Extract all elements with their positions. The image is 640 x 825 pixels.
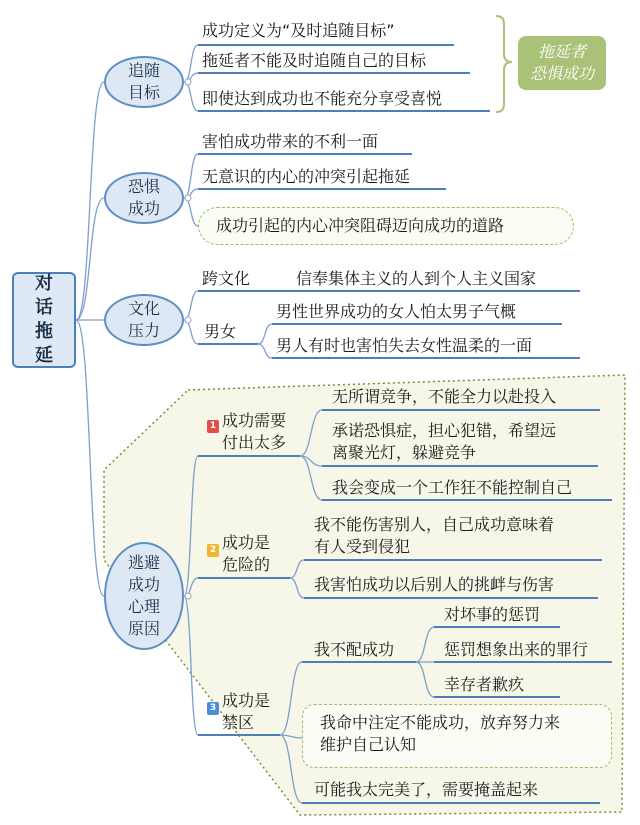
branch-fear-success-label: 恐惧 成功 bbox=[127, 177, 160, 218]
reason-3-label: 成功是 禁区 bbox=[222, 691, 271, 732]
unworthy-label: 我不配成功 bbox=[314, 640, 395, 659]
gender-item: 男人有时也害怕失去女性温柔的一面 bbox=[276, 336, 533, 355]
root-label: 对话拖延 bbox=[35, 273, 53, 366]
summary-note bbox=[518, 36, 606, 90]
cross-culture-label: 跨文化 bbox=[202, 269, 251, 288]
fear-item: 成功引起的内心冲突阻碍迈向成功的道路 bbox=[216, 216, 505, 235]
unworthy-item: 对坏事的惩罚 bbox=[444, 605, 541, 624]
branch-culture-pressure[interactable] bbox=[104, 294, 184, 346]
cross-culture-item: 信奉集体主义的人到个人主义国家 bbox=[296, 269, 537, 288]
gender-item: 男性世界成功的女人怕太男子气概 bbox=[276, 302, 517, 321]
reason-1-item: 我会变成一个工作狂不能控制自己 bbox=[332, 478, 573, 497]
reason-2-label: 成功是 危险的 bbox=[222, 533, 271, 574]
branch-follow-goal[interactable] bbox=[104, 56, 184, 108]
branch-escape-reasons[interactable] bbox=[104, 542, 184, 650]
badge-3-icon: 3 bbox=[207, 702, 219, 715]
reason-2-item: 我不能伤害别人，自己成功意味着 有人受到侵犯 bbox=[314, 515, 555, 556]
branch-culture-pressure-label: 文化 压力 bbox=[127, 299, 160, 340]
root-node[interactable] bbox=[12, 272, 76, 368]
reason-1-item: 无所谓竞争，不能全力以赴投入 bbox=[332, 387, 557, 406]
follow-item: 成功定义为“及时追随目标” bbox=[202, 21, 395, 40]
badge-2-icon: 2 bbox=[207, 544, 219, 557]
reason-1-label: 成功需要 付出太多 bbox=[222, 411, 287, 452]
reason-1-item: 承诺恐惧症，担心犯错，希望远 离聚光灯，躲避竞争 bbox=[332, 421, 557, 462]
branch-fear-success[interactable] bbox=[104, 172, 184, 224]
reason-2-item: 我害怕成功以后别人的挑衅与伤害 bbox=[314, 575, 555, 594]
unworthy-item: 惩罚想象出来的罪行 bbox=[444, 640, 589, 659]
note-bracket bbox=[496, 16, 512, 112]
follow-item: 即使达到成功也不能充分享受喜悦 bbox=[202, 89, 443, 108]
follow-item: 拖延者不能及时追随自己的目标 bbox=[202, 51, 427, 70]
fear-item: 无意识的内心的冲突引起拖延 bbox=[202, 167, 411, 186]
perfect-item: 可能我太完美了，需要掩盖起来 bbox=[314, 780, 539, 799]
branch-escape-reasons-label: 逃避 成功 心理 原因 bbox=[127, 553, 160, 638]
fate-item: 我命中注定不能成功，放弃努力来 维护自己认知 bbox=[320, 713, 561, 754]
fear-item: 害怕成功带来的不利一面 bbox=[202, 132, 379, 151]
badge-1-icon: 1 bbox=[207, 420, 219, 433]
summary-note-text: 拖延者 恐惧成功 bbox=[529, 42, 594, 83]
unworthy-item: 幸存者歉疚 bbox=[444, 675, 525, 694]
branch-follow-goal-label: 追随 目标 bbox=[127, 61, 160, 102]
gender-label: 男女 bbox=[204, 322, 237, 341]
